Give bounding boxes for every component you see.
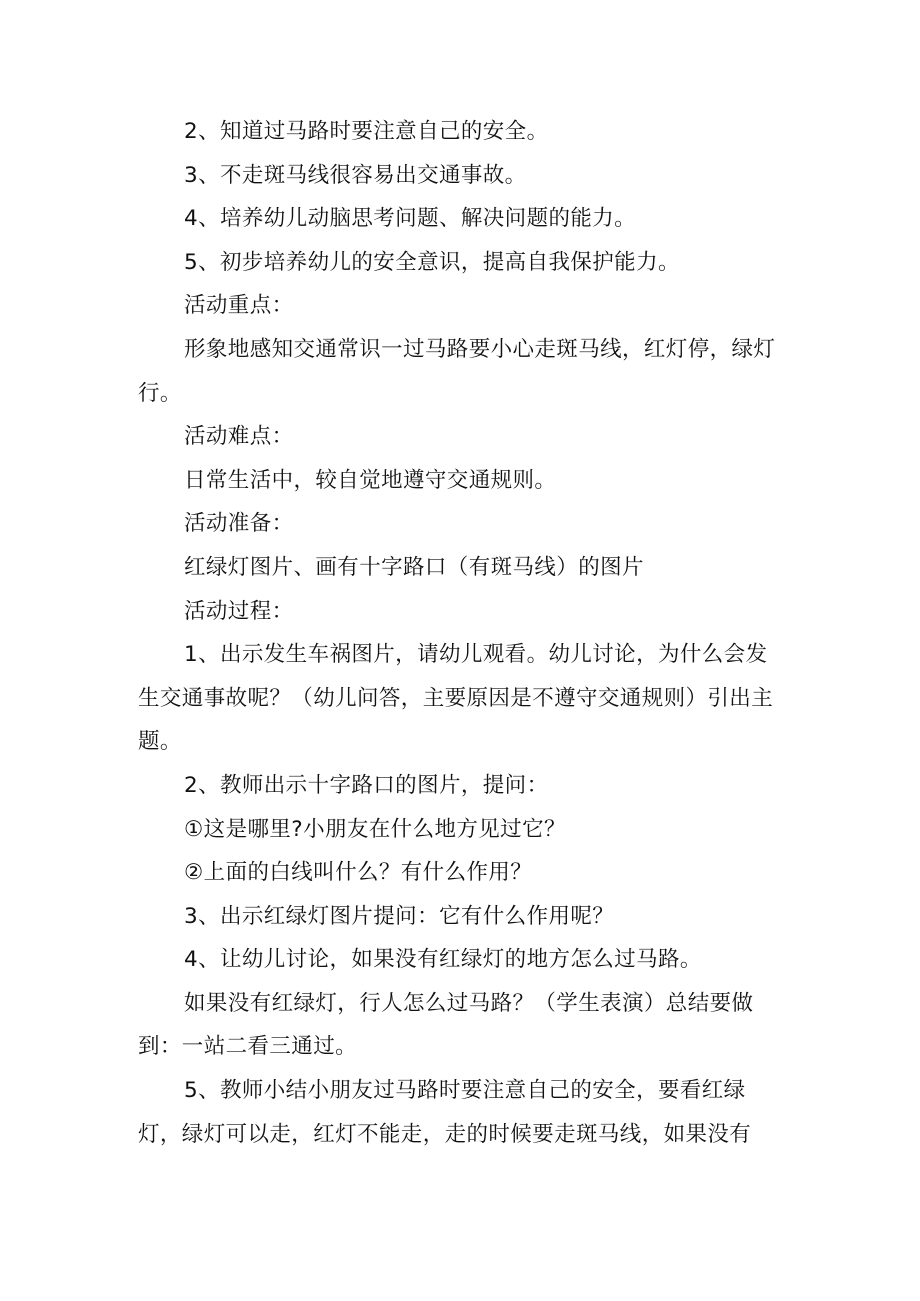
paragraph-goal-3: 3、不走斑马线很容易出交通事故。 <box>184 162 527 188</box>
paragraph-step-4: 4、让幼儿讨论，如果没有红绿灯的地方怎么过马路。 <box>184 947 702 973</box>
heading-preparation: 活动准备： <box>184 511 294 537</box>
paragraph-goal-4: 4、培养幼儿动脑思考问题、解决问题的能力。 <box>184 206 637 232</box>
heading-key-points: 活动重点： <box>184 293 294 319</box>
paragraph-step-1: 1、出示发生车祸图片，请幼儿观看。幼儿讨论，为什么会发生交通事故呢？（幼儿问答，主要原因是不遵守交通规则）引出主题。 <box>138 642 774 755</box>
paragraph-difficulties: 日常生活中，较自觉地遵守交通规则。 <box>184 467 557 493</box>
document-body <box>138 110 788 1156</box>
paragraph-key-points: 形象地感知交通常识一过马路要小心走斑马线，红灯停，绿灯行。 <box>138 336 776 406</box>
paragraph-step-5: 5、教师小结小朋友过马路时要注意自己的安全，要看红绿灯，绿灯可以走，红灯不能走，走的时候要走斑马线，如果没有 <box>138 1078 752 1147</box>
paragraph-step-3: 3、出示红绿灯图片提问：它有什么作用呢？ <box>184 903 615 929</box>
paragraph-question-2: ②上面的白线叫什么？有什么作用？ <box>184 860 533 886</box>
paragraph-question-1: ①这是哪里?小朋友在什么地方见过它？ <box>184 816 566 842</box>
paragraph-preparation: 红绿灯图片、画有十字路口（有斑马线）的图片 <box>184 554 644 580</box>
paragraph-goal-5: 5、初步培养幼儿的安全意识，提高自我保护能力。 <box>184 249 680 275</box>
paragraph-no-light: 如果没有红绿灯，行人怎么过马路？（学生表演）总结要做到：一站二看三通过。 <box>138 990 754 1060</box>
heading-difficulties: 活动难点： <box>184 424 294 450</box>
paragraph-goal-2: 2、知道过马路时要注意自己的安全。 <box>184 119 549 144</box>
paragraph-step-2: 2、教师出示十字路口的图片，提问： <box>184 772 549 798</box>
heading-process: 活动过程： <box>184 598 294 624</box>
